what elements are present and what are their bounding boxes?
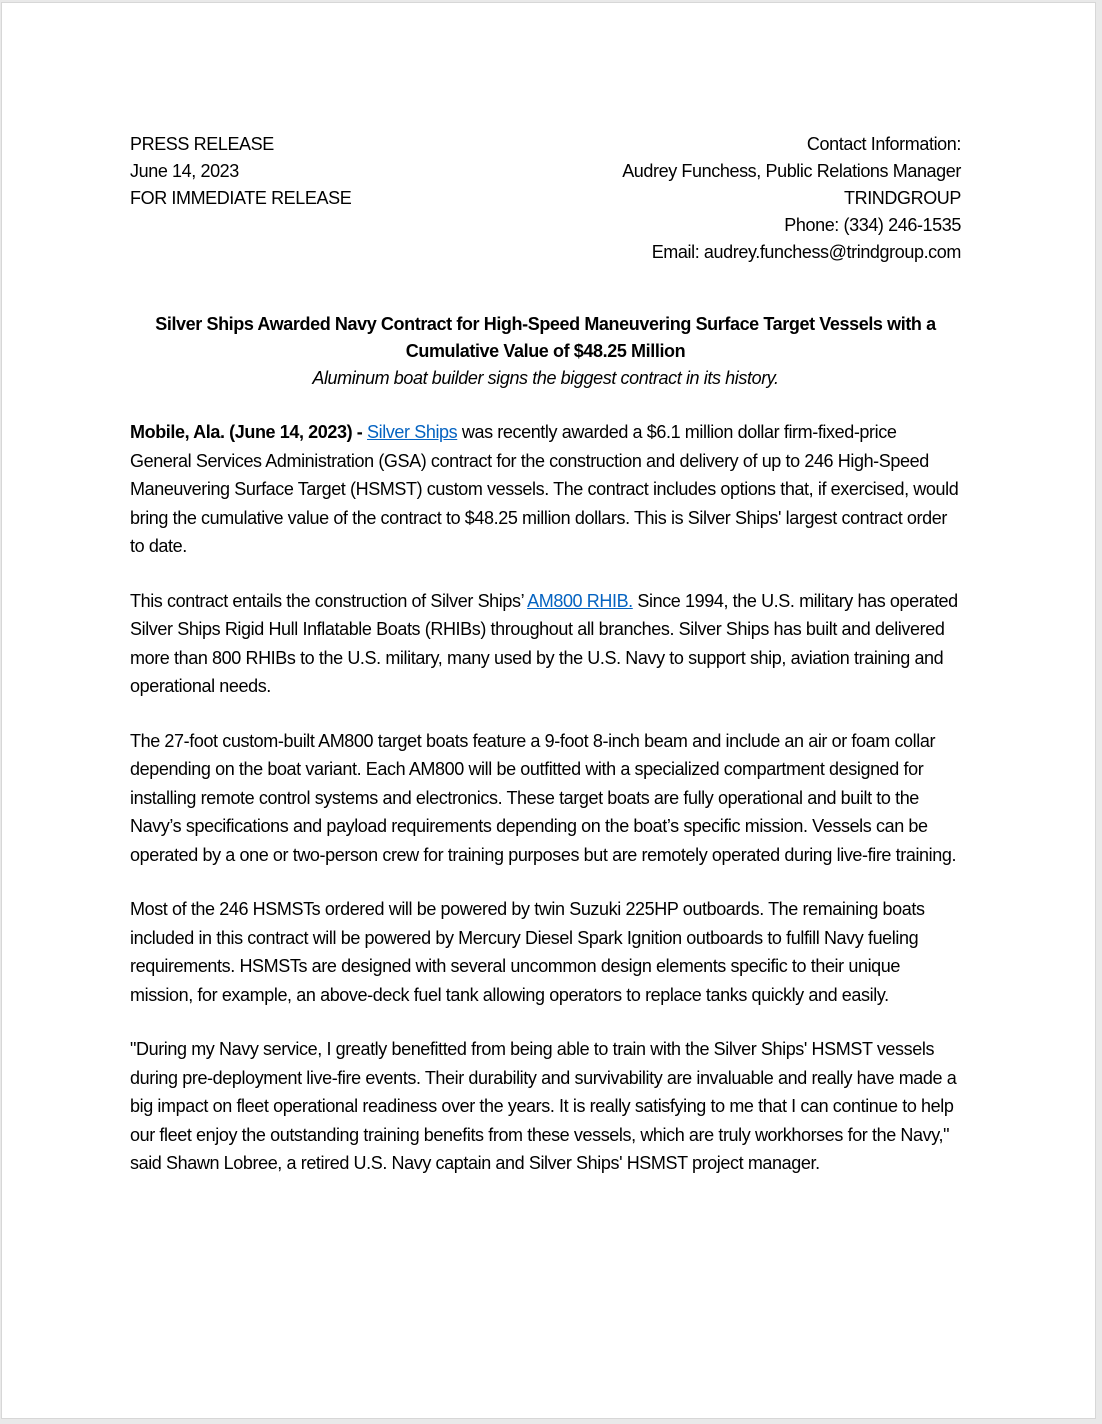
inline-text: "During my Navy service, I greatly benefitted from being able to train with the Silver Ships' HSMST vessels during pre-deployment live-fire events. Their durability and survivability are invaluable and really have made a big impact on fleet operational readiness over the years. It is really satisfying to me that I can continue to help our fleet enjoy the outstanding training benefits from these vessels, which are truly workhorses for the Navy," said Shawn Lobree, a retired U.S. Navy captain and Silver Ships' HSMST project manager. bbox=[130, 1039, 957, 1173]
paragraph-lead bbox=[130, 418, 961, 561]
inline-text: Most of the 246 HSMSTs ordered will be powered by twin Suzuki 225HP outboards. The remaining boats included in this contract will be powered by Mercury Diesel Spark Ignition outboards to fulfill Navy fueling requirements. HSMSTs are designed with several uncommon design elements specific to their unique mission, for example, an above-deck fuel tank allowing operators to replace tanks quickly and easily. bbox=[130, 899, 925, 1005]
paragraph-engines bbox=[130, 895, 961, 1009]
inline-hyperlink[interactable]: AM800 RHIB. bbox=[527, 590, 633, 611]
release-type-label: PRESS RELEASE bbox=[130, 134, 274, 154]
release-info-block bbox=[130, 131, 351, 212]
headline: Silver Ships Awarded Navy Contract for High-Speed Maneuvering Surface Target Vessels with a Cumulative Value of $48.25 Million bbox=[155, 314, 936, 361]
paragraph-contract-details bbox=[130, 587, 961, 701]
contact-phone: Phone: (334) 246-1535 bbox=[784, 215, 961, 235]
contact-email: Email: audrey.funchess@trindgroup.com bbox=[651, 242, 961, 262]
inline-hyperlink[interactable]: Silver Ships bbox=[367, 422, 458, 442]
contact-info-block bbox=[622, 131, 961, 266]
release-date: June 14, 2023 bbox=[130, 161, 239, 181]
subheadline: Aluminum boat builder signs the biggest contract in its history. bbox=[312, 368, 779, 388]
inline-text: was recently awarded a $6.1 million dollar firm-fixed-price General Services Administration (GSA) contract for the construction and delivery of up to 246 High-Speed Maneuvering Surface Target (HSMST) custom vessels. The contract includes options that, if exercised, would bring the cumulative value of the contract to $48.25 million dollars. This is Silver Ships' largest contract order to date. bbox=[130, 422, 959, 556]
inline-text: The 27-foot custom-built AM800 target boats feature a 9-foot 8-inch beam and include an air or foam collar depending on the boat variant. Each AM800 will be outfitted with a specialized compartment designed for installing remote control systems and electronics. These target boats are fully operational and built to the Navy’s specifications and payload requirements depending on the boat’s specific mission. Vessels can be operated by a one or two-person crew for training purposes but are remotely operated during live-fire training. bbox=[130, 730, 957, 865]
inline-text: This contract entails the construction of Silver Ships’ bbox=[130, 590, 528, 611]
paragraph-boat-specs bbox=[130, 727, 961, 870]
inline-text: Mobile, Ala. (June 14, 2023) - bbox=[130, 422, 368, 442]
press-release-header bbox=[130, 131, 961, 266]
document-page bbox=[1, 2, 1096, 1419]
contact-company: TRINDGROUP bbox=[844, 188, 961, 208]
press-release-content bbox=[2, 3, 1095, 1178]
inline-text: Since 1994, the U.S. military has operated Silver Ships Rigid Hull Inflatable Boats (RHIBs) throughout all branches. Silver Ships has built and delivered more than 800 RHIBs to the U.S. military, many used by the U.S. Navy to support ship, aviation training and operational needs. bbox=[130, 590, 958, 696]
paragraph-quote bbox=[130, 1035, 961, 1178]
contact-info-heading: Contact Information: bbox=[806, 134, 961, 154]
contact-name: Audrey Funchess, Public Relations Manager bbox=[622, 161, 961, 181]
release-status-label: FOR IMMEDIATE RELEASE bbox=[130, 188, 352, 208]
